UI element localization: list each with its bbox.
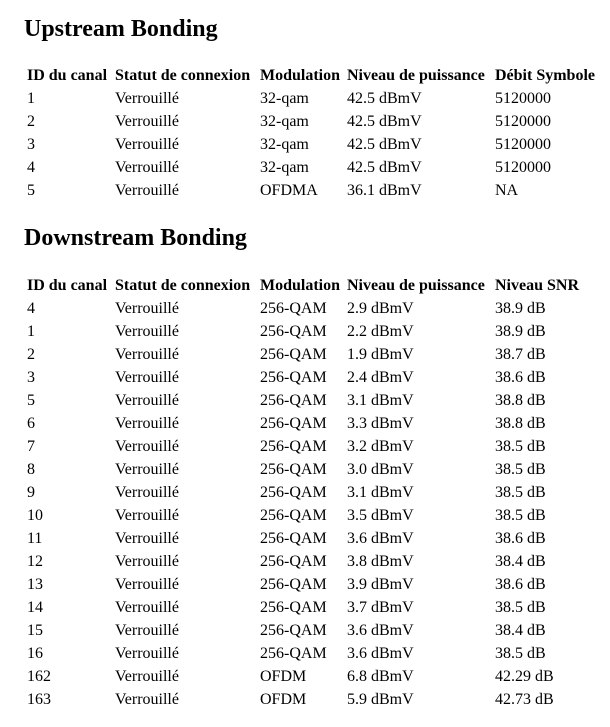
cell-last-value: 38.5 dB [495,438,546,455]
cell-connection-status: Verrouillé [115,90,179,107]
downstream-bonding-table [24,274,604,711]
cell-last-value: 38.4 dB [495,622,546,639]
cell-power-level: 42.5 dBmV [347,159,422,176]
table-row [24,133,604,156]
cell-power-level: 2.9 dBmV [347,300,414,317]
cell-modulation: 256-QAM [260,599,327,616]
cell-power-level: 2.2 dBmV [347,323,414,340]
cell-modulation: 256-QAM [260,576,327,593]
cell-connection-status: Verrouillé [115,415,179,432]
cell-last-value: 5120000 [495,113,551,130]
cell-last-value: 42.29 dB [495,668,554,685]
cell-last-value: 38.5 dB [495,645,546,662]
table-row [24,297,604,320]
upstream-bonding-table [24,64,604,202]
column-header-modulation: Modulation [260,277,341,294]
cell-channel-id: 3 [27,136,35,153]
cell-modulation: 256-QAM [260,300,327,317]
cell-power-level: 2.4 dBmV [347,369,414,386]
cell-connection-status: Verrouillé [115,507,179,524]
cell-modulation: 32-qam [260,90,309,107]
table-row [24,665,604,688]
cell-channel-id: 162 [27,668,51,685]
cell-channel-id: 8 [27,461,35,478]
table-row [24,87,604,110]
cell-last-value: 38.8 dB [495,415,546,432]
cell-channel-id: 9 [27,484,35,501]
cell-last-value: 38.5 dB [495,599,546,616]
cell-last-value: 38.6 dB [495,369,546,386]
cell-last-value: 38.9 dB [495,323,546,340]
cell-last-value: 42.73 dB [495,691,554,708]
upstream-bonding-title: Upstream Bonding [24,16,218,42]
cell-modulation: 256-QAM [260,438,327,455]
cell-channel-id: 1 [27,90,35,107]
cell-power-level: 36.1 dBmV [347,182,422,199]
column-header-modulation: Modulation [260,67,341,84]
cell-connection-status: Verrouillé [115,369,179,386]
column-header-channel-id: ID du canal [27,277,108,294]
cell-power-level: 3.9 dBmV [347,576,414,593]
table-row [24,389,604,412]
column-header-connection-status: Statut de connexion [115,277,251,294]
cell-power-level: 3.0 dBmV [347,461,414,478]
cell-power-level: 42.5 dBmV [347,136,422,153]
cell-last-value: 38.5 dB [495,461,546,478]
cell-channel-id: 4 [27,300,35,317]
cell-channel-id: 5 [27,182,35,199]
table-row [24,481,604,504]
cell-power-level: 3.7 dBmV [347,599,414,616]
cell-channel-id: 10 [27,507,43,524]
table-row [24,435,604,458]
cell-channel-id: 4 [27,159,35,176]
cell-power-level: 3.1 dBmV [347,484,414,501]
cell-channel-id: 16 [27,645,43,662]
cell-power-level: 3.6 dBmV [347,530,414,547]
table-row [24,179,604,202]
table-row [24,458,604,481]
cell-last-value: 38.9 dB [495,300,546,317]
cell-power-level: 3.3 dBmV [347,415,414,432]
downstream-table-body [24,297,604,711]
cell-power-level: 3.6 dBmV [347,645,414,662]
table-row [24,527,604,550]
cell-connection-status: Verrouillé [115,576,179,593]
upstream-table-body [24,87,604,202]
cell-modulation: 256-QAM [260,645,327,662]
cell-power-level: 3.5 dBmV [347,507,414,524]
cell-power-level: 3.6 dBmV [347,622,414,639]
column-header-channel-id: ID du canal [27,67,108,84]
downstream-bonding-title: Downstream Bonding [24,225,247,251]
cell-modulation: 256-QAM [260,507,327,524]
cell-connection-status: Verrouillé [115,113,179,130]
cell-modulation: 256-QAM [260,622,327,639]
cell-connection-status: Verrouillé [115,530,179,547]
cell-connection-status: Verrouillé [115,300,179,317]
cell-channel-id: 3 [27,369,35,386]
table-row [24,110,604,133]
cell-last-value: 5120000 [495,136,551,153]
cell-last-value: 5120000 [495,159,551,176]
table-header-row [24,274,604,297]
cell-connection-status: Verrouillé [115,668,179,685]
cell-modulation: 32-qam [260,159,309,176]
cell-channel-id: 2 [27,346,35,363]
cell-connection-status: Verrouillé [115,136,179,153]
table-row [24,688,604,711]
cell-connection-status: Verrouillé [115,645,179,662]
cell-channel-id: 14 [27,599,43,616]
cell-modulation: 256-QAM [260,323,327,340]
column-header-connection-status: Statut de connexion [115,67,251,84]
cell-channel-id: 13 [27,576,43,593]
column-header-power-level: Niveau de puissance [347,67,485,84]
table-row [24,343,604,366]
cell-connection-status: Verrouillé [115,159,179,176]
table-row [24,320,604,343]
cell-connection-status: Verrouillé [115,484,179,501]
column-header-symbol-rate: Débit Symbole [495,67,595,84]
cell-modulation: 256-QAM [260,415,327,432]
table-row [24,619,604,642]
cell-channel-id: 12 [27,553,43,570]
cell-last-value: 38.5 dB [495,484,546,501]
cell-channel-id: 15 [27,622,43,639]
cell-connection-status: Verrouillé [115,553,179,570]
table-row [24,596,604,619]
cell-modulation: OFDMA [260,182,318,199]
table-row [24,504,604,527]
table-row [24,550,604,573]
cell-last-value: 5120000 [495,90,551,107]
cell-last-value: 38.6 dB [495,576,546,593]
cell-modulation: OFDM [260,691,307,708]
cell-modulation: 256-QAM [260,392,327,409]
table-header-row [24,64,604,87]
cell-connection-status: Verrouillé [115,599,179,616]
cell-connection-status: Verrouillé [115,622,179,639]
cell-channel-id: 163 [27,691,51,708]
cell-modulation: 256-QAM [260,346,327,363]
cell-modulation: 32-qam [260,136,309,153]
cell-last-value: NA [495,182,519,199]
cell-last-value: 38.4 dB [495,553,546,570]
column-header-power-level: Niveau de puissance [347,277,485,294]
cell-modulation: 256-QAM [260,553,327,570]
cell-power-level: 42.5 dBmV [347,90,422,107]
cell-channel-id: 5 [27,392,35,409]
table-row [24,366,604,389]
cell-modulation: 32-qam [260,113,309,130]
cell-power-level: 5.9 dBmV [347,691,414,708]
table-row [24,156,604,179]
cell-connection-status: Verrouillé [115,392,179,409]
cell-modulation: 256-QAM [260,484,327,501]
cell-channel-id: 1 [27,323,35,340]
cell-channel-id: 6 [27,415,35,432]
table-row [24,642,604,665]
column-header-snr-level: Niveau SNR [495,277,580,294]
cell-last-value: 38.7 dB [495,346,546,363]
cell-last-value: 38.6 dB [495,530,546,547]
cell-connection-status: Verrouillé [115,323,179,340]
cell-power-level: 42.5 dBmV [347,113,422,130]
cell-power-level: 3.2 dBmV [347,438,414,455]
cell-connection-status: Verrouillé [115,182,179,199]
cell-channel-id: 7 [27,438,35,455]
cell-power-level: 3.8 dBmV [347,553,414,570]
cell-power-level: 6.8 dBmV [347,668,414,685]
cell-channel-id: 11 [27,530,43,547]
cell-modulation: 256-QAM [260,369,327,386]
cell-last-value: 38.5 dB [495,507,546,524]
cell-connection-status: Verrouillé [115,346,179,363]
cell-modulation: 256-QAM [260,530,327,547]
cell-power-level: 3.1 dBmV [347,392,414,409]
cell-modulation: 256-QAM [260,461,327,478]
cell-channel-id: 2 [27,113,35,130]
cell-connection-status: Verrouillé [115,691,179,708]
cell-modulation: OFDM [260,668,307,685]
cell-connection-status: Verrouillé [115,438,179,455]
table-row [24,412,604,435]
cell-last-value: 38.8 dB [495,392,546,409]
cell-power-level: 1.9 dBmV [347,346,414,363]
cell-connection-status: Verrouillé [115,461,179,478]
table-row [24,573,604,596]
